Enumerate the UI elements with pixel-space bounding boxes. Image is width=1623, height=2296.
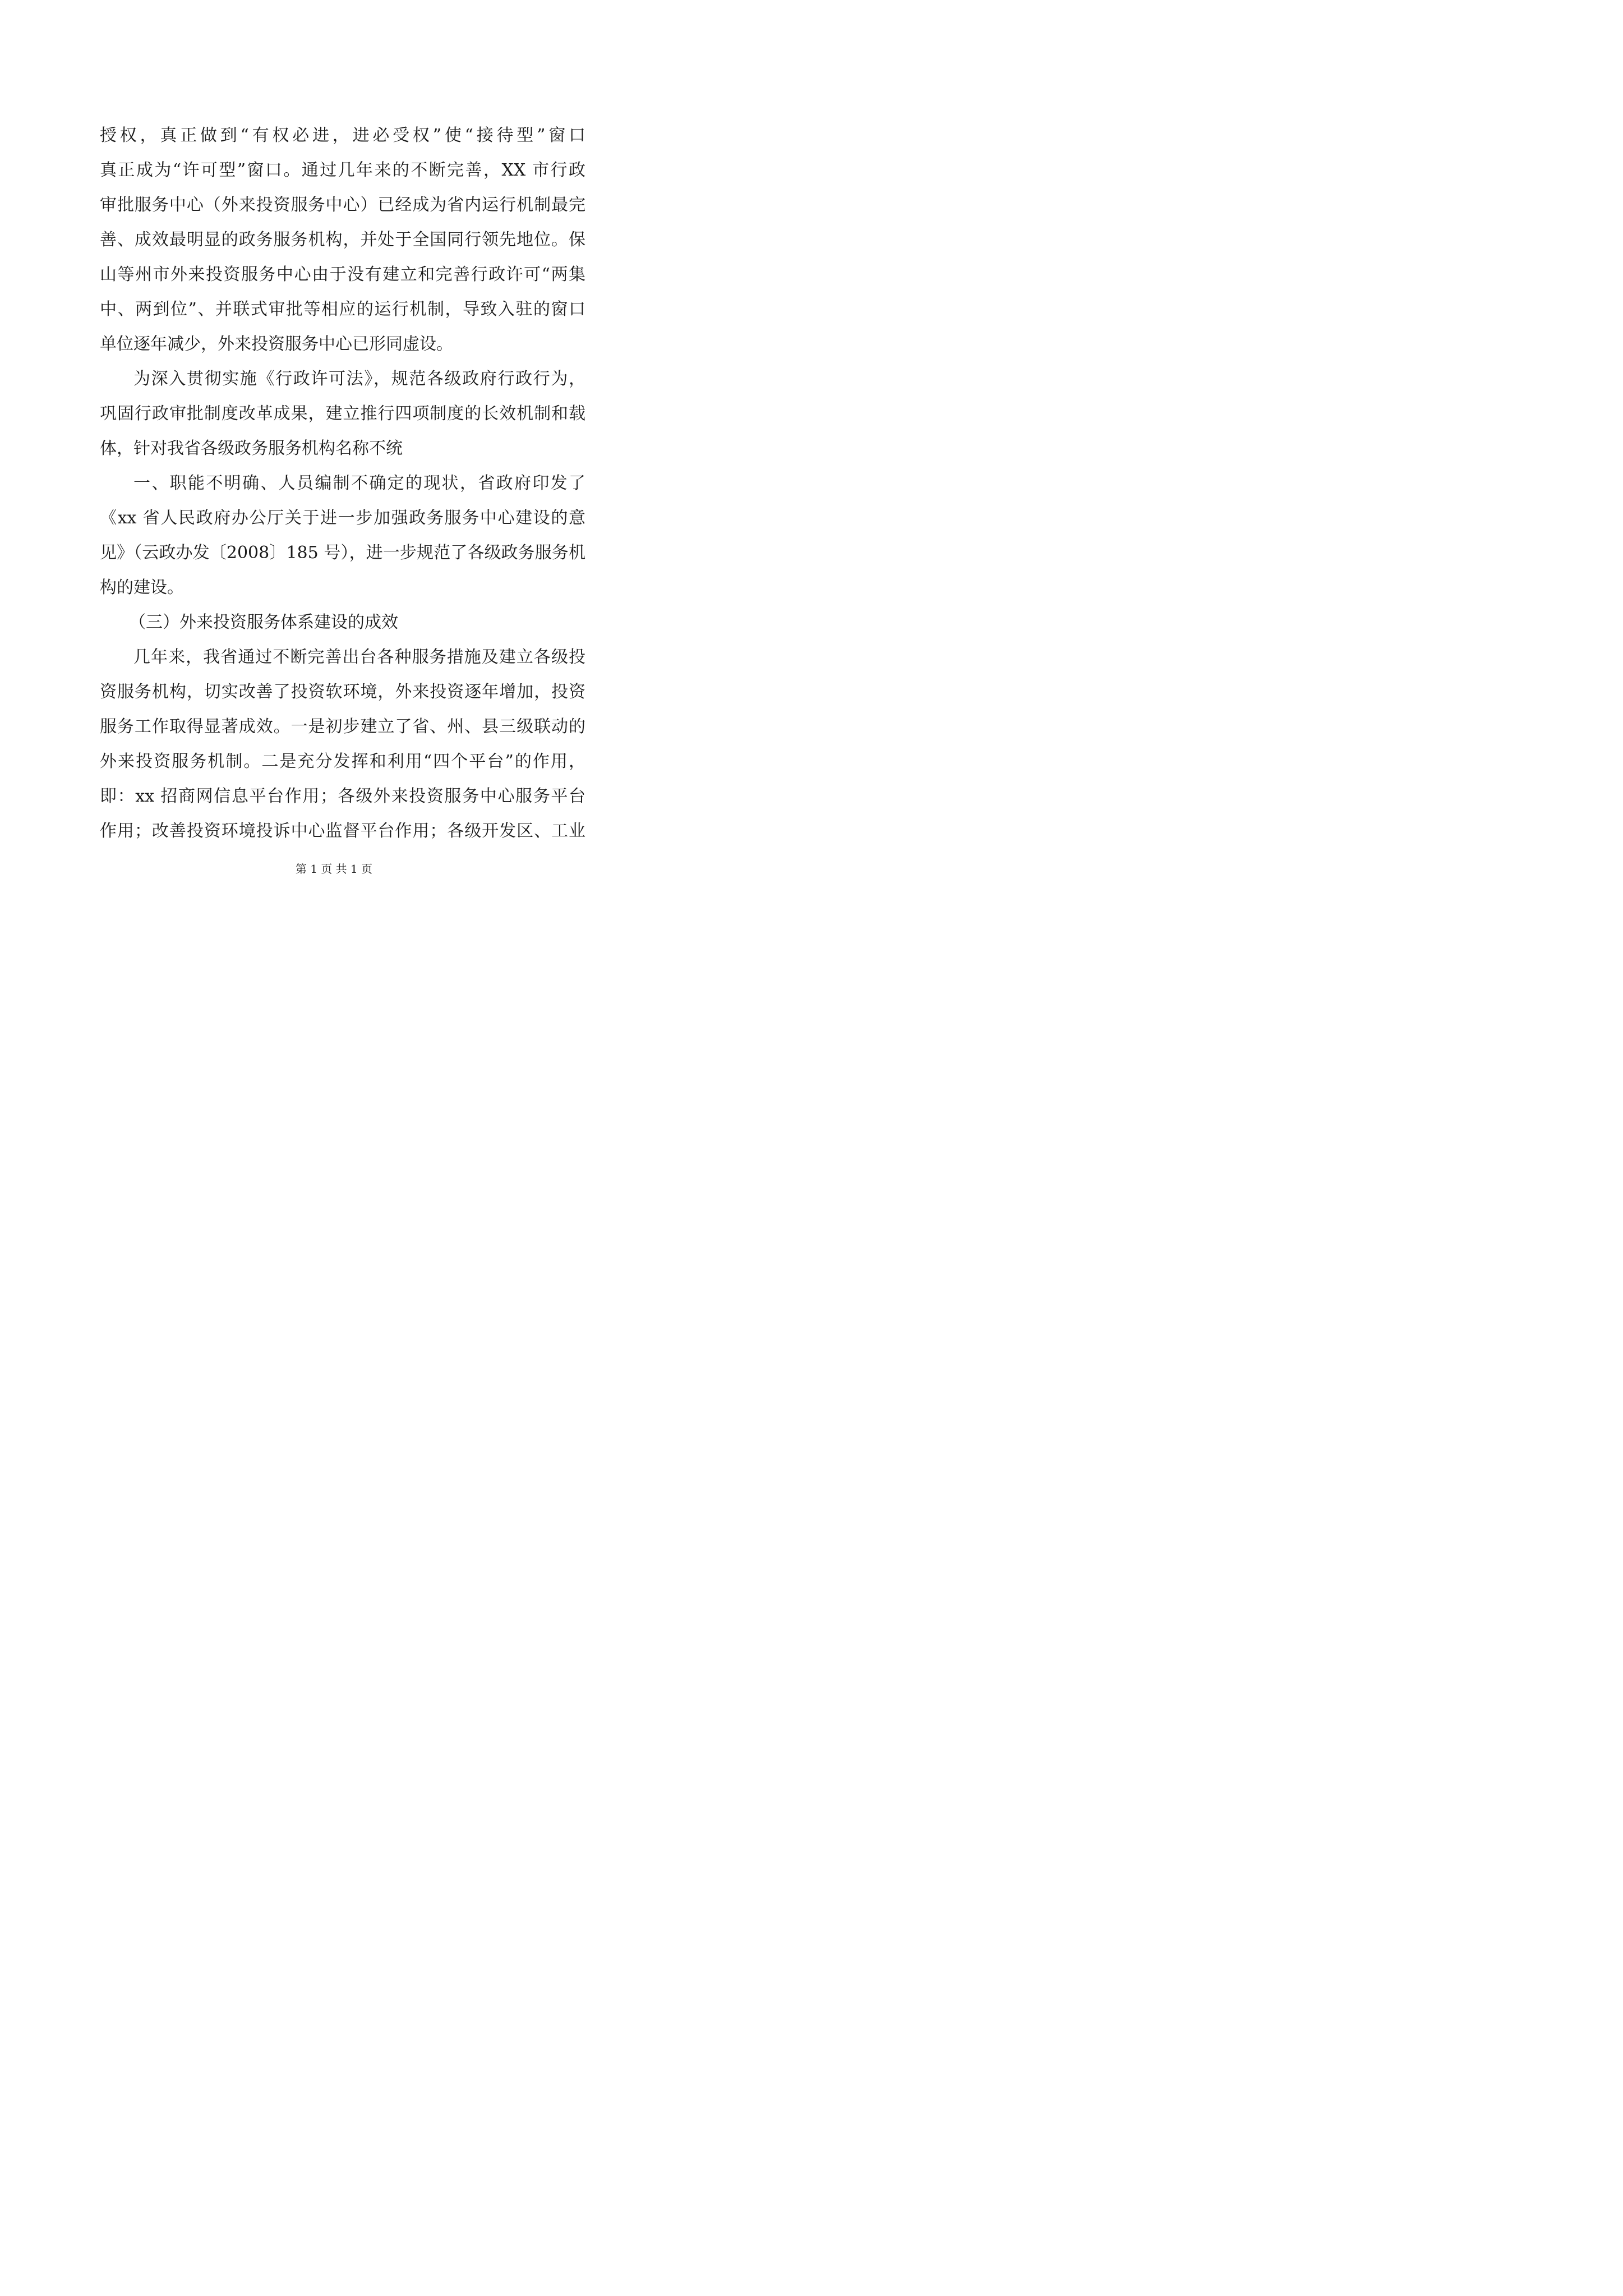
paragraph-4-line-6: 作用；改善投资环境投诉中心监督平台作用；各级开发区、工业 bbox=[100, 821, 585, 841]
paragraph-4-line-4: 外来投资服务机制。二是充分发挥和利用“四个平台”的作用， bbox=[100, 752, 585, 771]
paragraph-3-line-3: 见》（云政办发〔2008〕185 号），进一步规范了各级政务服务机 bbox=[100, 543, 585, 563]
paragraph-1-line-4: 善、成效最明显的政务服务机构，并处于全国同行领先地位。保 bbox=[100, 230, 585, 250]
page-number-footer: 第 1 页 共 1 页 bbox=[295, 862, 373, 876]
paragraph-3-line-1: 一、职能不明确、人员编制不确定的现状，省政府印发了 bbox=[133, 473, 585, 493]
paragraph-3-line-2: 《xx 省人民政府办公厅关于进一步加强政务服务中心建设的意 bbox=[100, 508, 585, 528]
section-heading: （三）外来投资服务体系建设的成效 bbox=[129, 613, 398, 632]
paragraph-1-line-1: 授权，真正做到“有权必进，进必受权”使“接待型”窗口 bbox=[100, 126, 585, 145]
paragraph-4-line-1: 几年来，我省通过不断完善出台各种服务措施及建立各级投 bbox=[133, 647, 585, 667]
paragraph-2-line-2: 巩固行政审批制度改革成果，建立推行四项制度的长效机制和载 bbox=[100, 404, 585, 424]
document-page bbox=[0, 0, 668, 945]
paragraph-4-line-2: 资服务机构，切实改善了投资软环境，外来投资逐年增加，投资 bbox=[100, 682, 585, 702]
paragraph-2-line-3: 体，针对我省各级政务服务机构名称不统 bbox=[100, 439, 403, 458]
paragraph-1-line-3: 审批服务中心（外来投资服务中心）已经成为省内运行机制最完 bbox=[100, 195, 585, 215]
paragraph-2-line-1: 为深入贯彻实施《行政许可法》，规范各级政府行政行为， bbox=[133, 369, 585, 389]
paragraph-1-line-5: 山等州市外来投资服务中心由于没有建立和完善行政许可“两集 bbox=[100, 265, 585, 284]
paragraph-1-line-2: 真正成为“许可型”窗口。通过几年来的不断完善，XX 市行政 bbox=[100, 160, 585, 180]
paragraph-3-line-4: 构的建设。 bbox=[100, 578, 184, 597]
paragraph-1-line-7: 单位逐年减少，外来投资服务中心已形同虚设。 bbox=[100, 334, 453, 354]
paragraph-4-line-3: 服务工作取得显著成效。一是初步建立了省、州、县三级联动的 bbox=[100, 717, 585, 737]
paragraph-4-line-5: 即：xx 招商网信息平台作用；各级外来投资服务中心服务平台 bbox=[100, 786, 585, 806]
paragraph-1-line-6: 中、两到位”、并联式审批等相应的运行机制，导致入驻的窗口 bbox=[100, 300, 585, 319]
